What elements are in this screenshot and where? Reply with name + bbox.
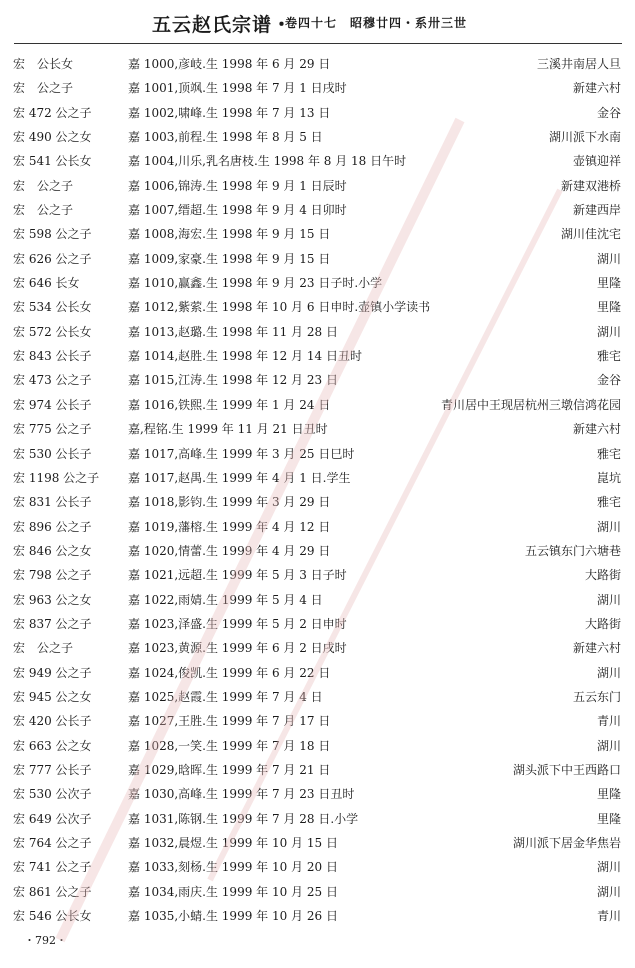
record-entry: 嘉 1021,远超.生 1999 年 5 月 3 日子时 [128, 568, 347, 583]
record-entry: 嘉 1029,晗晖.生 1999 年 7 月 21 日 [128, 762, 331, 777]
record-residence: 湖川 [596, 665, 621, 680]
record-residence: 湖川佳沈宅 [560, 227, 621, 242]
record-residence: 金谷 [596, 373, 621, 388]
record-residence: 五云镇东门六塘巷 [524, 543, 621, 558]
record-row [0, 515, 635, 539]
record-row [0, 76, 635, 100]
record-entry: 嘉 1035,小蜻.生 1999 年 10 月 26 日 [128, 909, 338, 924]
record-row [0, 636, 635, 660]
record-row [0, 855, 635, 879]
record-row [0, 222, 635, 246]
record-entry: 嘉 1024,俊凯.生 1999 年 6 月 22 日 [128, 665, 331, 680]
record-row [0, 880, 635, 904]
record-entry: 嘉 1009,家豪.生 1998 年 9 月 15 日 [128, 251, 331, 266]
record-entry: 嘉 1025,赵霞.生 1999 年 7 月 4 日 [128, 689, 323, 704]
record-father: 宏 546 公长女 [13, 909, 92, 924]
record-row [0, 52, 635, 76]
record-entry: 嘉 1014,赵胜.生 1998 年 12 月 14 日丑时 [128, 349, 362, 364]
record-residence: 湖头派下中王西路口 [512, 762, 621, 777]
record-residence: 新建六村 [572, 641, 621, 656]
record-row [0, 661, 635, 685]
record-residence: 崑坑 [596, 470, 621, 485]
record-father: 宏 530 公次子 [13, 787, 92, 802]
record-residence: 湖川 [596, 884, 621, 899]
page-number: ・792・ [24, 934, 67, 947]
record-entry: 嘉 1015,江涛.生 1998 年 12 月 23 日 [128, 373, 338, 388]
record-father: 宏 831 公长子 [13, 495, 92, 510]
record-father: 宏 764 公之子 [13, 836, 92, 850]
record-father: 宏 843 公长子 [13, 349, 92, 364]
record-father: 宏 896 公之子 [13, 519, 92, 534]
record-residence: 湖川派下水南 [548, 130, 621, 145]
record-father: 宏 公之子 [13, 641, 74, 656]
record-residence: 雅宅 [596, 446, 621, 461]
record-entry: 嘉 1002,啸峰.生 1998 年 7 月 13 日 [128, 105, 331, 120]
record-father: 宏 945 公之女 [13, 689, 92, 704]
record-father: 宏 公长女 [13, 57, 74, 71]
record-entry: 嘉 1006,锦涛.生 1998 年 9 月 1 日辰时 [128, 178, 347, 193]
record-father: 宏 663 公之女 [13, 738, 92, 753]
record-residence: 湖川 [596, 860, 621, 875]
record-residence: 新建六村 [572, 422, 621, 437]
record-entry: 嘉 1028,一笑.生 1999 年 7 月 18 日 [128, 738, 331, 753]
record-residence: 新建六村 [572, 81, 621, 96]
record-row [0, 563, 635, 587]
record-entry: 嘉 1032,晨煜.生 1999 年 10 月 15 日 [128, 836, 338, 850]
record-residence: 新建双港桥 [560, 178, 621, 193]
record-residence: 金谷 [596, 105, 621, 120]
record-row [0, 125, 635, 149]
record-residence: 雅宅 [596, 349, 621, 364]
record-row [0, 101, 635, 125]
record-row [0, 709, 635, 733]
record-row [0, 368, 635, 392]
record-father: 宏 777 公长子 [13, 762, 92, 777]
record-entry: 嘉 1030,高峰.生 1999 年 7 月 23 日丑时 [128, 787, 355, 802]
record-entry: 嘉 1031,陈钢.生 1999 年 7 月 28 日.小学 [128, 811, 359, 826]
record-entry: 嘉 1020,情蕾.生 1999 年 4 月 29 日 [128, 543, 331, 558]
record-residence: 青川 [596, 714, 621, 729]
record-father: 宏 775 公之子 [13, 422, 92, 437]
record-row [0, 904, 635, 928]
record-entry: 嘉 1017,赵禺.生 1999 年 4 月 1 日.学生 [128, 470, 351, 485]
record-father: 宏 798 公之子 [13, 568, 92, 583]
record-residence: 里隆 [596, 300, 621, 315]
record-father: 宏 公之子 [13, 81, 74, 96]
record-entry: 嘉 1023,黄源.生 1999 年 6 月 2 日戌时 [128, 641, 347, 656]
record-entry: 嘉 1000,彦岐.生 1998 年 6 月 29 日 [128, 57, 331, 71]
record-father: 宏 846 公之女 [13, 543, 92, 558]
header-divider [14, 43, 622, 44]
record-residence: 五云东门 [572, 689, 621, 704]
record-residence: 三溪井南居人旦 [536, 57, 621, 71]
record-residence: 里隆 [596, 811, 621, 826]
record-father: 宏 837 公之子 [13, 616, 92, 631]
record-father: 宏 626 公之子 [13, 251, 92, 266]
record-residence: 湖川 [596, 592, 621, 607]
record-residence: 雅宅 [596, 495, 621, 510]
record-father: 宏 741 公之子 [13, 860, 92, 875]
record-entry: 嘉 1003,前程.生 1998 年 8 月 5 日 [128, 130, 323, 145]
record-row [0, 612, 635, 636]
record-entry: 嘉 1034,雨庆.生 1999 年 10 月 25 日 [128, 884, 338, 899]
record-row [0, 782, 635, 806]
record-father: 宏 598 公之子 [13, 227, 92, 242]
record-entry: 嘉 1019,藩榕.生 1999 年 4 月 12 日 [128, 519, 331, 534]
record-entry: 嘉 1027,王胜.生 1999 年 7 月 17 日 [128, 714, 331, 729]
record-entry: 嘉 1008,海宏.生 1998 年 9 月 15 日 [128, 227, 331, 242]
record-residence: 湖川 [596, 324, 621, 339]
record-row [0, 685, 635, 709]
record-residence: 大路街 [584, 616, 621, 631]
record-residence: 新建西岸 [572, 203, 621, 218]
record-row [0, 247, 635, 271]
record-row [0, 831, 635, 855]
record-father: 宏 572 公长女 [13, 324, 92, 339]
record-row [0, 588, 635, 612]
record-row [0, 758, 635, 782]
record-row [0, 466, 635, 490]
record-entry: 嘉 1017,高峰.生 1999 年 3 月 25 日巳时 [128, 446, 355, 461]
record-father: 宏 861 公之子 [13, 884, 92, 899]
record-row [0, 442, 635, 466]
record-entry: 嘉 1004,川乐,乳名唐枝.生 1998 年 8 月 18 日午时 [128, 154, 407, 169]
record-father: 宏 公之子 [13, 203, 74, 218]
record-father: 宏 420 公长子 [13, 714, 92, 729]
record-entry: 嘉 1010,赢鑫.生 1998 年 9 月 23 日子时.小学 [128, 276, 383, 291]
record-father: 宏 534 公长女 [13, 300, 92, 315]
record-list [0, 52, 635, 928]
record-father: 宏 1198 公之子 [13, 470, 100, 485]
record-residence: 大路街 [584, 568, 621, 583]
record-residence: 湖川 [596, 738, 621, 753]
record-residence: 青川居中王现居杭州三墩信鸿花园 [440, 397, 621, 412]
record-row [0, 271, 635, 295]
record-row [0, 320, 635, 344]
record-residence: 湖川 [596, 251, 621, 266]
record-entry: 嘉 1022,雨婧.生 1999 年 5 月 4 日 [128, 592, 323, 607]
record-father: 宏 530 公长子 [13, 446, 92, 461]
record-row [0, 417, 635, 441]
record-row [0, 490, 635, 514]
record-entry: 嘉 1023,泽盛.生 1999 年 5 月 2 日申时 [128, 616, 347, 631]
record-row [0, 295, 635, 319]
record-row [0, 198, 635, 222]
record-entry: 嘉 1016,铁熙.生 1999 年 1 月 24 日 [128, 397, 331, 412]
record-entry: 嘉,程铭.生 1999 年 11 月 21 日丑时 [128, 422, 328, 437]
record-row [0, 344, 635, 368]
record-father: 宏 949 公之子 [13, 665, 92, 680]
record-father: 宏 649 公次子 [13, 811, 92, 826]
record-entry: 嘉 1033,刻杨.生 1999 年 10 月 20 日 [128, 860, 338, 875]
record-father: 宏 472 公之子 [13, 105, 92, 120]
volume-subtitle: 卷四十七 昭穆廿四・系卅三世 [285, 16, 468, 30]
record-row [0, 393, 635, 417]
record-father: 宏 646 长女 [13, 276, 80, 291]
record-residence: 里隆 [596, 276, 621, 291]
record-residence: 里隆 [596, 787, 621, 802]
record-residence: 青川 [596, 909, 621, 924]
record-row [0, 807, 635, 831]
page-header [0, 6, 635, 36]
record-row [0, 149, 635, 173]
record-residence: 湖川 [596, 519, 621, 534]
record-residence: 壶镇迎祥 [572, 154, 621, 169]
record-father: 宏 473 公之子 [13, 373, 92, 388]
record-residence: 湖川派下居金华焦岩 [512, 836, 621, 850]
book-title: 五云赵氏宗谱・ [152, 14, 293, 36]
record-father: 宏 974 公长子 [13, 397, 92, 412]
record-row [0, 734, 635, 758]
record-father: 宏 公之子 [13, 178, 74, 193]
record-father: 宏 541 公长女 [13, 154, 92, 169]
record-father: 宏 963 公之女 [13, 592, 92, 607]
record-row [0, 539, 635, 563]
record-entry: 嘉 1018,影钧.生 1999 年 3 月 29 日 [128, 495, 331, 510]
record-row [0, 174, 635, 198]
record-father: 宏 490 公之女 [13, 130, 92, 145]
record-entry: 嘉 1012,紫萦.生 1998 年 10 月 6 日申时.壶镇小学读书 [128, 300, 431, 315]
record-entry: 嘉 1013,赵璐.生 1998 年 11 月 28 日 [128, 324, 338, 339]
record-entry: 嘉 1007,缙超.生 1998 年 9 月 4 日卯时 [128, 203, 347, 218]
record-entry: 嘉 1001,顶飒.生 1998 年 7 月 1 日戌时 [128, 81, 347, 96]
